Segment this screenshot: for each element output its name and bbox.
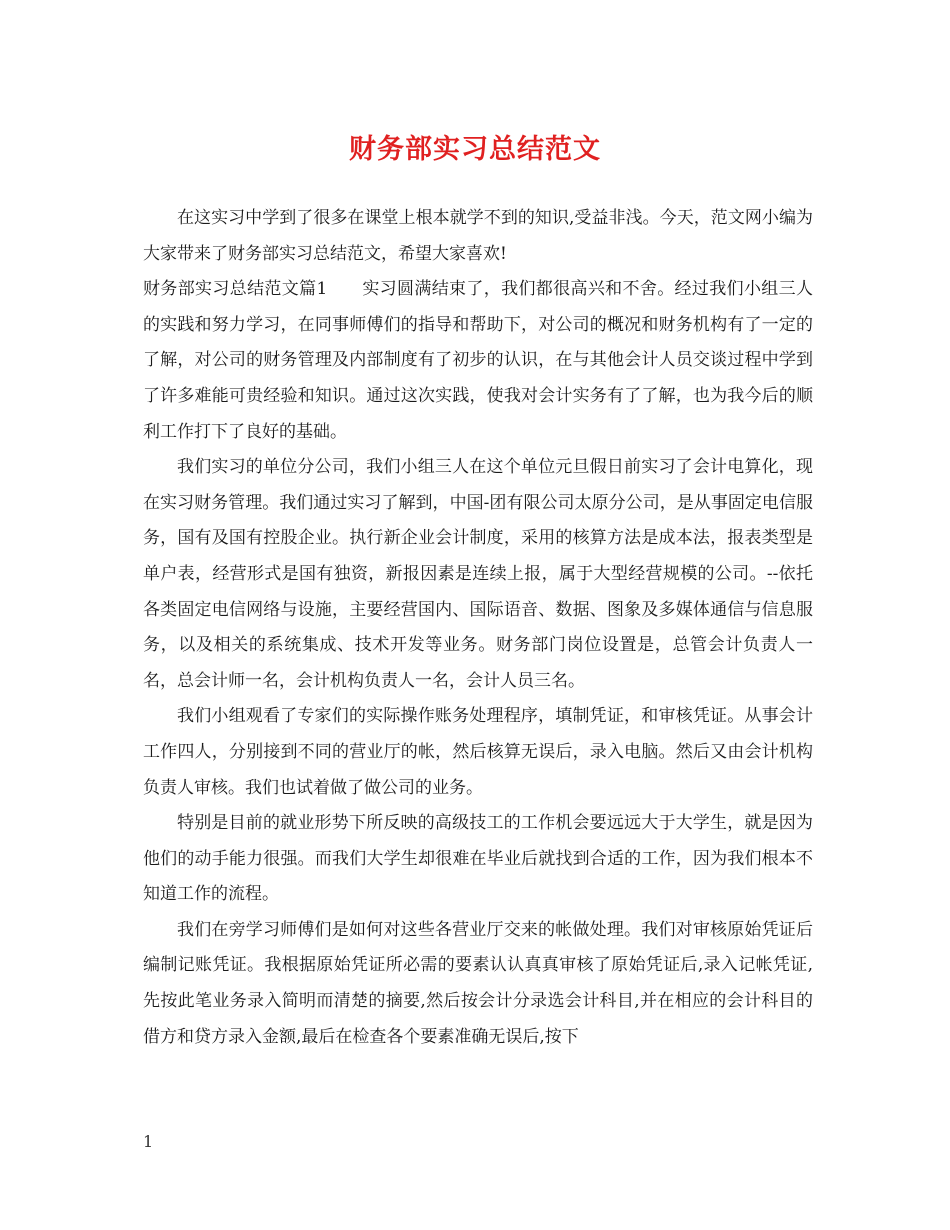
document-body	[143, 201, 813, 1055]
paragraph-company-info: 我们实习的单位分公司，我们小组三人在这个单位元旦假日前实习了会计电算化，现在实习财务管理。我们通过实习了解到，中国-团有限公司太原分公司，是从事固定电信服务，国有及国有控股企业。执行新企业会计制度，采用的核算方法是成本法，报表类型是单户表，经营形式是国有独资，新报因素是连续上报，属于大型经营规模的公司。--依托各类固定电信网络与设施，主要经营国内、国际语音、数据、图象及多媒体通信与信息服务，以及相关的系统集成、技术开发等业务。财务部门岗位设置是，总管会计负责人一名，总会计师一名，会计机构负责人一名，会计人员三名。	[143, 457, 813, 691]
page-title: 财务部实习总结范文	[349, 134, 601, 165]
paragraph-employment: 特别是目前的就业形势下所反映的高级技工的工作机会要远远大于大学生，就是因为他们的动手能力很强。而我们大学生却很难在毕业后就找到合适的工作，因为我们根本不知道工作的流程。	[143, 813, 813, 905]
paragraph-article-1: 财务部实习总结范文篇1 实习圆满结束了，我们都很高兴和不舍。经过我们小组三人的实践和努力学习，在同事师傅们的指导和帮助下，对公司的概况和财务机构有了一定的了解，对公司的财务管理及内部制度有了初步的认识，在与其他会计人员交谈过程中学到了许多难能可贵经验和知识。通过这次实践，使我对会计实务有了了解，也为我今后的顺利工作打下了良好的基础。	[143, 279, 813, 442]
page-number: 1	[143, 1132, 154, 1151]
paragraph-intro: 在这实习中学到了很多在课堂上根本就学不到的知识,受益非浅。今天，范文网小编为大家带来了财务部实习总结范文，希望大家喜欢!	[143, 208, 813, 264]
paragraph-accounting-work: 我们小组观看了专家们的实际操作账务处理程序，填制凭证，和审核凭证。从事会计工作四人，分别接到不同的营业厅的帐，然后核算无误后，录入电脑。然后又由会计机构负责人审核。我们也试着做了做公司的业务。	[143, 706, 813, 798]
paragraph-vouchers: 我们在旁学习师傅们是如何对这些各营业厅交来的帐做处理。我们对审核原始凭证后编制记账凭证。我根据原始凭证所必需的要素认认真真审核了原始凭证后,录入记帐凭证,先按此笔业务录入简明而清楚的摘要,然后按会计分录选会计科目,并在相应的会计科目的借方和贷方录入金额,最后在检查各个要素准确无误后,按下	[143, 919, 813, 1047]
